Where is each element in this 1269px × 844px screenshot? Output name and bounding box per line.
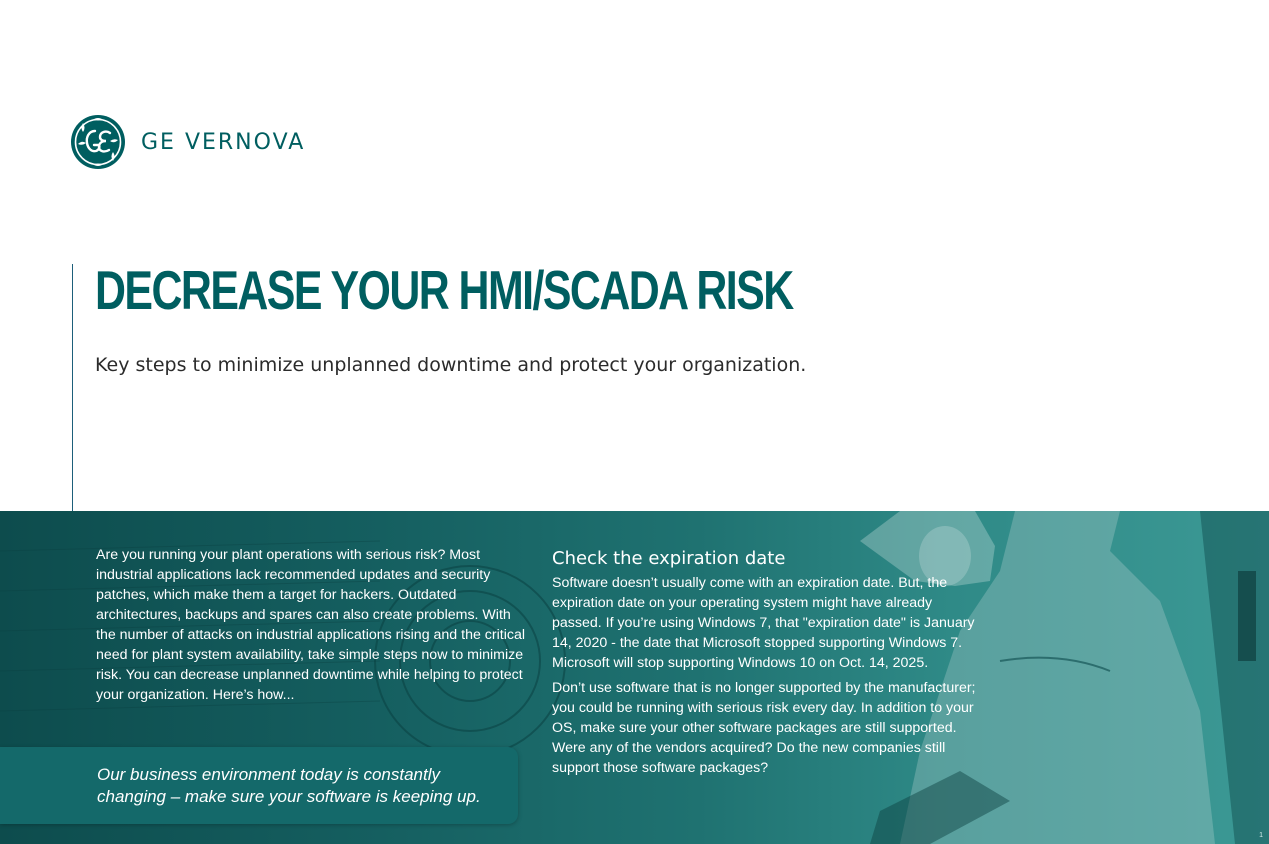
brand-name: GE VERNOVA <box>141 129 306 155</box>
accent-divider <box>72 264 73 512</box>
expiration-section <box>552 547 982 778</box>
quote-text: Our business environment today is constantly changing – make sure your software is keeping up. <box>97 765 481 806</box>
quote-callout <box>0 747 518 824</box>
intro-paragraph: Are you running your plant operations with serious risk? Most industrial applications lack recommended updates and security patches, which make them a target for hackers. Outdated architectures, backups and spares can also create problems. With the number of attacks on industrial applications rising and the critical need for plant system availability, take simple steps now to minimize risk. You can decrease unplanned downtime while helping to protect your organization. Here’s how... <box>96 547 526 703</box>
page-subtitle: Key steps to minimize unplanned downtime and protect your organization. <box>95 354 807 376</box>
ge-vernova-logo <box>70 114 305 170</box>
page-title: DECREASE YOUR HMI/SCADA RISK <box>95 259 793 321</box>
ge-monogram-icon <box>70 114 126 170</box>
section-paragraph-2: Don’t use software that is no longer supported by the manufacturer; you could be running with serious risk every day. In addition to your OS, make sure your other software packages are still supported. Were any of the vendors acquired? Do the new companies still support those software packages? <box>552 680 976 776</box>
content-band <box>0 511 1269 844</box>
section-heading: Check the expiration date <box>552 548 786 569</box>
page-number: 1 <box>1259 832 1263 839</box>
section-paragraph-1: Software doesn’t usually come with an expiration date. But, the expiration date on your operating system might have already passed. If you’re using Windows 7, that "expiration date" is January 14, 2020 - the date that Microsoft stopped supporting Windows 7. Microsoft will stop supporting Windows 10 on Oct. 14, 2025. <box>552 575 975 671</box>
